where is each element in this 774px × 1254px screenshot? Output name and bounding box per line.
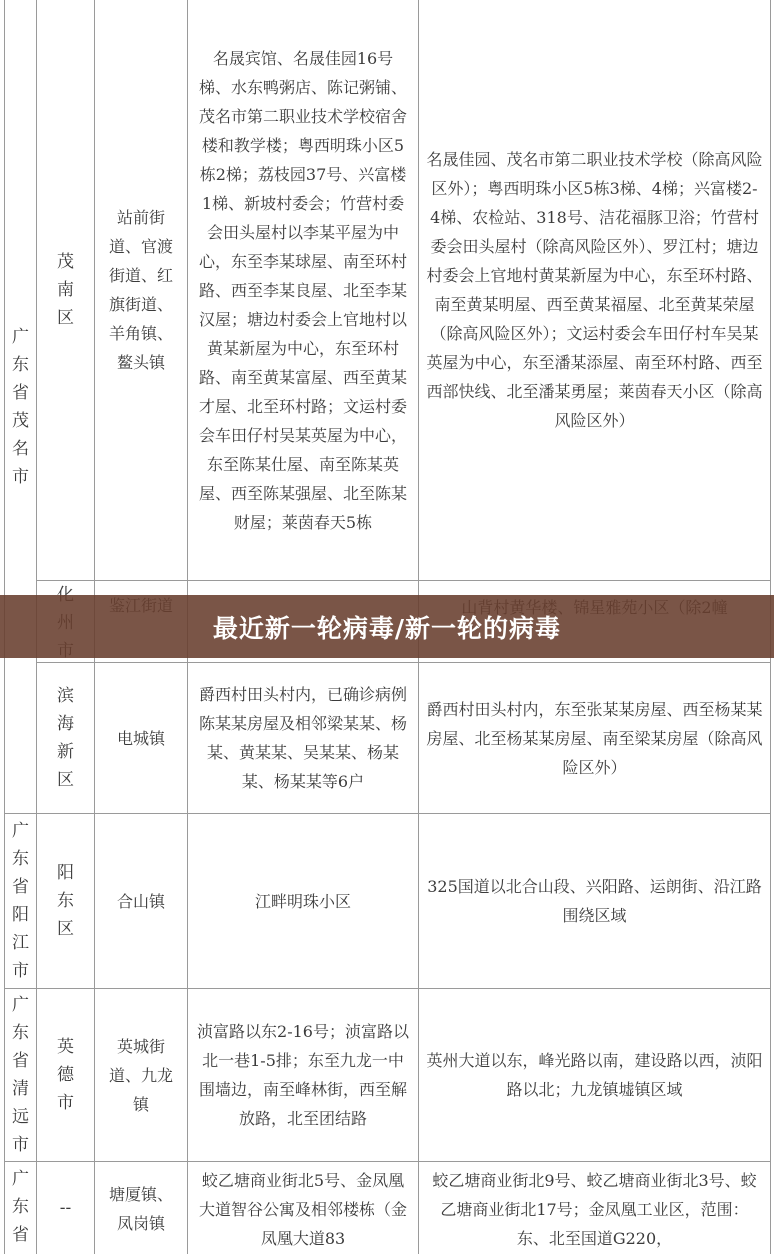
town-label: 英城街道、九龙镇 [108,1036,173,1114]
district-label: 英德市 [57,1037,74,1113]
control-area-text: 蛟乙塘商业街北9号、蛟乙塘商业街北3号、蛟乙塘商业街北17号；金凤凰工业区，范围：东、北至国道G220， [432,1171,757,1248]
town-cell [95,0,187,580]
control-area-cell [419,1162,770,1254]
control-area-text: 325国道以北合山段、兴阳路、运朗街、沿江路围绕区域 [427,877,762,925]
lockdown-area-cell [188,814,418,988]
control-area-text: 名晟佳园、茂名市第二职业技术学校（除高风险区外）；粤西明珠小区5栋3梯、4梯；兴富楼2-4梯、农检站、318号、洁花福豚卫浴；竹营村委会田头屋村（除高风险区外）、罗江村；塘边村委会上官地村黄某新屋为中心，东至环村路、南至黄某明屋、西至黄某福屋、北至黄某荣屋（除高风险区外）；文运村委会车田仔村车吴某英屋为中心，东至潘某添屋、南至环村路、西至西部快线、北至潘某勇屋；莱茵春天小区（除高风险区外） [426,150,763,430]
city-label: 广东省茂名市 [12,326,29,487]
district-cell [37,663,94,813]
control-area-text: 爵西村田头村内，东至张某某房屋、西至杨某某房屋、北至杨某某房屋、南至梁某房屋（除高风险区外） [426,699,763,777]
lockdown-area-text: 浈富路以东2-16号；浈富路以北一巷1-5排；东至九龙一中围墙边，南至峰林街，西至解放路，北至团结路 [197,1022,409,1128]
district-label: -- [59,1198,72,1218]
lockdown-area-cell [188,1162,418,1254]
lockdown-area-cell [188,989,418,1161]
control-area-text: 英州大道以东，峰光路以南，建设路以西，浈阳路以北；九龙镇墟镇区域 [426,1051,763,1099]
city-label: 广东省清远市 [12,995,29,1155]
town-cell [95,989,187,1161]
district-cell [37,814,94,988]
town-label: 塘厦镇、凤岗镇 [108,1185,173,1233]
lockdown-area-text: 蛟乙塘商业街北5号、金凤凰大道智谷公寓及相邻楼栋（金凤凰大道83 [198,1171,407,1248]
lockdown-area-text: 名晟宾馆、名晟佳园16号梯、水东鸭粥店、陈记粥铺、茂名市第二职业技术学校宿舍楼和教学楼；粤西明珠小区5栋2梯；荔枝园37号、兴富楼1梯、新坡村委会；竹营村委会田头屋村以李某平屋为中心，东至李某球屋、南至环村路、西至李某良屋、北至李某汉屋；塘边村委会上官地村以黄某新屋为中心，东至环村路、南至黄某富屋、西至黄某才屋、北至环村路；文运村委会车田仔村吴某英屋为中心，东至陈某仕屋、南至陈某英屋、西至陈某强屋、北至陈某财屋；莱茵春天5栋 [198,48,407,532]
city-cell [5,1162,36,1254]
district-cell [37,0,94,580]
lockdown-area-cell [188,663,418,813]
city-cell [5,0,36,813]
town-cell [95,663,187,813]
city-label: 广东省阳江市 [12,821,29,981]
district-label: 滨海新区 [57,686,74,790]
town-label: 站前街道、官渡街道、红旗街道、羊角镇、鳌头镇 [108,208,173,372]
control-area-cell [419,989,770,1161]
lockdown-area-text: 江畔明珠小区 [254,891,351,911]
banner-title: 最近新一轮病毒/新一轮的病毒 [212,613,562,643]
town-label: 合山镇 [116,891,165,911]
town-cell [95,814,187,988]
lockdown-area-cell [188,0,418,580]
control-area-cell [419,814,770,988]
title-banner [0,595,774,658]
district-label: 阳东区 [57,863,74,939]
city-cell [5,989,36,1161]
district-label: 茂南区 [57,252,74,328]
district-cell [37,1162,94,1254]
city-cell [5,814,36,988]
control-area-cell [419,663,770,813]
district-cell [37,989,94,1161]
town-label: 电城镇 [116,728,165,748]
town-cell [95,1162,187,1254]
city-label: 广东省 [12,1169,29,1245]
lockdown-area-text: 爵西村田头村内，已确诊病例陈某某房屋及相邻梁某某、杨某、黄某某、吴某某、杨某某、杨某某等6户 [198,685,407,791]
control-area-cell [419,0,770,580]
